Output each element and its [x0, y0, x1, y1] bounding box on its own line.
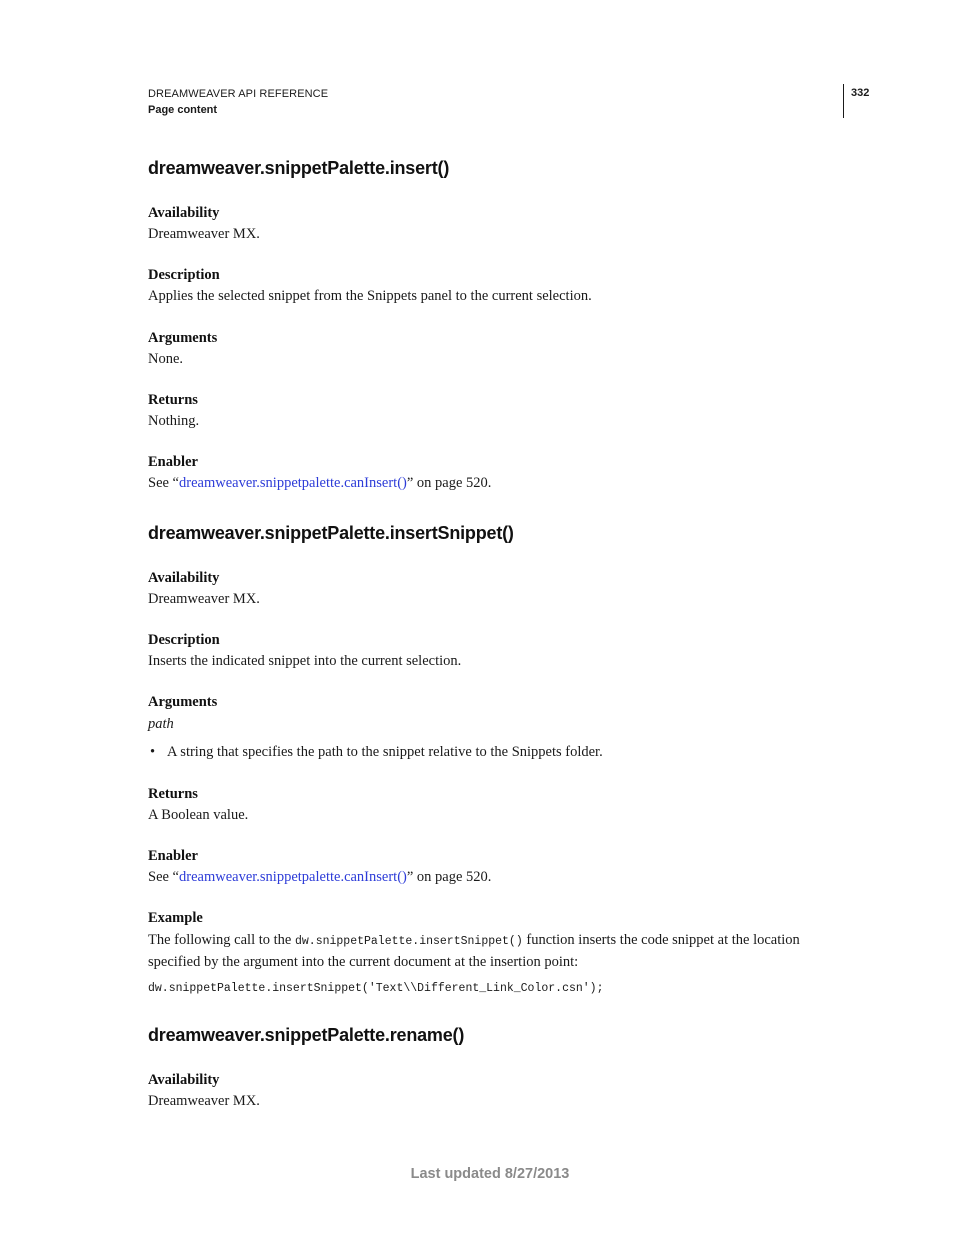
example-code-block: dw.snippetPalette.insertSnippet('Text\\Different_Link_Color.csn');	[148, 982, 604, 995]
argument-name: path	[148, 716, 174, 732]
returns-text: A Boolean value.	[148, 807, 249, 823]
section-title-insert-snippet: dreamweaver.snippetPalette.insertSnippet()	[148, 523, 514, 543]
arguments-label: Arguments	[148, 694, 218, 710]
arguments-text: None.	[148, 351, 184, 367]
example-inline-code: dw.snippetPalette.insertSnippet()	[294, 935, 523, 948]
enabler-link[interactable]: dreamweaver.snippetpalette.canInsert()	[179, 869, 407, 885]
availability-text: Dreamweaver MX.	[148, 226, 260, 242]
bullet-marker: •	[150, 744, 156, 760]
enabler-text	[148, 869, 491, 886]
enabler-text	[148, 475, 491, 492]
example-text-end: function inserts the code snippet at the location specified by the argument into the current document at the insertion point:	[148, 932, 800, 970]
header-divider	[843, 84, 844, 118]
enabler-suffix: ” on page 520.	[406, 475, 492, 491]
enabler-prefix: See “	[148, 869, 179, 885]
returns-label: Returns	[148, 392, 198, 408]
section-title-insert: dreamweaver.snippetPalette.insert()	[148, 158, 450, 178]
returns-label: Returns	[148, 786, 198, 802]
example-label: Example	[148, 910, 203, 926]
description-label: Description	[148, 632, 220, 648]
returns-text: Nothing.	[148, 413, 200, 429]
running-header-subtitle: Page content	[148, 104, 218, 116]
description-text: Inserts the indicated snippet into the current selection.	[148, 653, 462, 669]
availability-label: Availability	[148, 570, 220, 586]
arguments-label: Arguments	[148, 330, 218, 346]
enabler-prefix: See “	[148, 475, 179, 491]
availability-text: Dreamweaver MX.	[148, 591, 260, 607]
enabler-label: Enabler	[148, 454, 198, 470]
availability-label: Availability	[148, 205, 220, 221]
footer-last-updated: Last updated 8/27/2013	[410, 1166, 570, 1182]
availability-label: Availability	[148, 1072, 220, 1088]
description-label: Description	[148, 267, 220, 283]
running-header-title: DREAMWEAVER API REFERENCE	[148, 88, 329, 100]
enabler-suffix: ” on page 520.	[406, 869, 492, 885]
argument-description: A string that specifies the path to the snippet relative to the Snippets folder.	[167, 744, 603, 760]
enabler-label: Enabler	[148, 848, 198, 864]
availability-text: Dreamweaver MX.	[148, 1093, 260, 1109]
example-text-start: The following call to the	[148, 932, 295, 948]
example-text	[148, 930, 838, 972]
section-title-rename: dreamweaver.snippetPalette.rename()	[148, 1025, 465, 1045]
page-number: 332	[851, 87, 870, 99]
enabler-link[interactable]: dreamweaver.snippetpalette.canInsert()	[179, 475, 407, 491]
description-text: Applies the selected snippet from the Snippets panel to the current selection.	[148, 288, 592, 304]
